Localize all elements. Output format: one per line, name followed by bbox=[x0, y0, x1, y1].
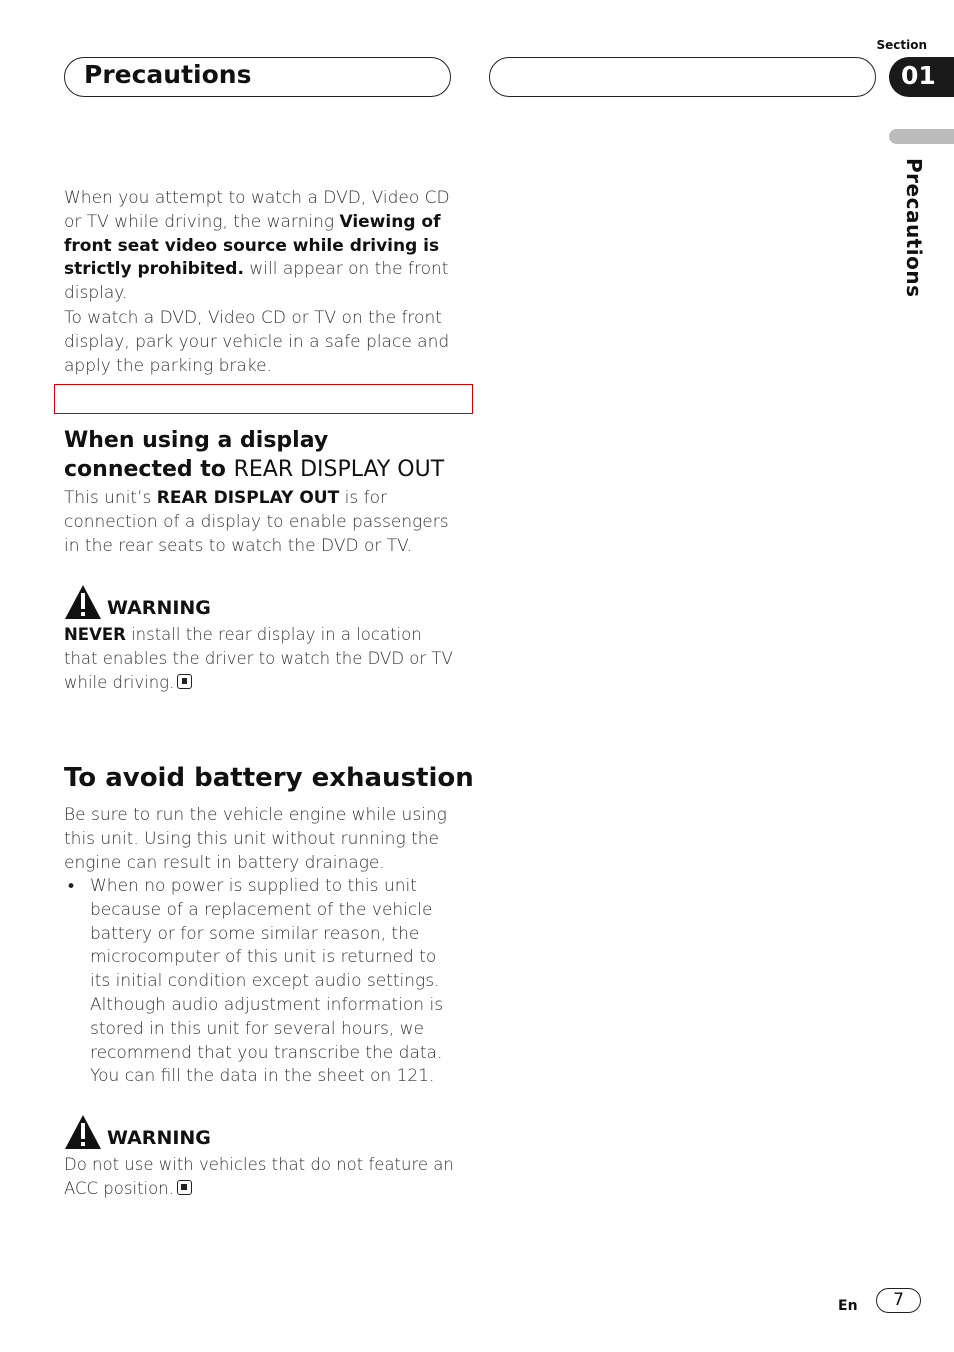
rear-warning-text bbox=[64, 623, 454, 694]
warning-never: NEVER bbox=[64, 625, 126, 644]
intro-warning-message: Viewing of front seat video source while driving is strictly prohibited. bbox=[64, 211, 441, 280]
rear-body-b: is for connection of a display to enable passengers in the rear seats to watch the DVD or TV. bbox=[64, 488, 449, 556]
intro-text-a: When you attempt to watch a DVD, Video CD or TV while driving, the warning bbox=[64, 188, 450, 232]
section-number: 01 bbox=[901, 61, 936, 90]
header-title-pill bbox=[64, 57, 451, 97]
page-number-pill bbox=[876, 1288, 921, 1313]
battery-warning-body: Do not use with vehicles that do not feature an ACC position. bbox=[64, 1155, 454, 1198]
rear-heading-text: When using a display connected to bbox=[64, 428, 329, 482]
intro-paragraph-2: To watch a DVD, Video CD or TV on the front display, park your vehicle in a safe place and apply the parking brake. bbox=[64, 308, 450, 376]
end-of-section-icon bbox=[177, 674, 192, 689]
battery-warning-text bbox=[64, 1153, 454, 1201]
intro-text-b: will appear on the front display. bbox=[64, 259, 449, 304]
warning-body: install the rear display in a location that enables the driver to watch the DVD or TV while driving. bbox=[64, 625, 453, 692]
rear-display-heading bbox=[64, 426, 464, 484]
end-of-section-icon bbox=[177, 1180, 192, 1195]
rear-display-paragraph bbox=[64, 487, 454, 558]
warning-label: WARNING bbox=[107, 597, 211, 619]
rear-body-term: REAR DISPLAY OUT bbox=[156, 488, 340, 508]
warning-triangle-icon bbox=[64, 584, 102, 620]
battery-paragraph: Be sure to run the vehicle engine while using this unit. Using this unit without running the engine can result in battery drainage. bbox=[64, 805, 447, 873]
side-tab-label: Precautions bbox=[902, 158, 926, 298]
rear-heading-term: REAR DISPLAY OUT bbox=[233, 457, 445, 482]
page-number: 7 bbox=[893, 1290, 904, 1310]
highlight-box bbox=[54, 384, 473, 414]
bullet-marker: • bbox=[66, 877, 77, 897]
page-title: Precautions bbox=[84, 60, 252, 89]
footer-language: En bbox=[838, 1298, 858, 1314]
section-label: Section bbox=[876, 38, 927, 52]
side-tab-bar bbox=[889, 129, 954, 144]
section-number-tab bbox=[889, 57, 954, 97]
header-empty-pill bbox=[489, 57, 876, 97]
rear-body-a: This unit’s bbox=[64, 488, 157, 508]
battery-heading: To avoid battery exhaustion bbox=[64, 763, 474, 793]
warning-label: WARNING bbox=[107, 1127, 211, 1149]
warning-triangle-icon bbox=[64, 1114, 102, 1150]
intro-paragraph bbox=[64, 187, 454, 306]
battery-bullet-text: When no power is supplied to this unit because of a replacement of the vehicle battery or for some similar reason, the microcomputer of this unit is returned to its initial condition except audio settings. Although audio adjustment information is stored in this unit for several hours, we recommend that you transcribe the data. You can fill the data in the sheet on 121. bbox=[90, 876, 444, 1087]
